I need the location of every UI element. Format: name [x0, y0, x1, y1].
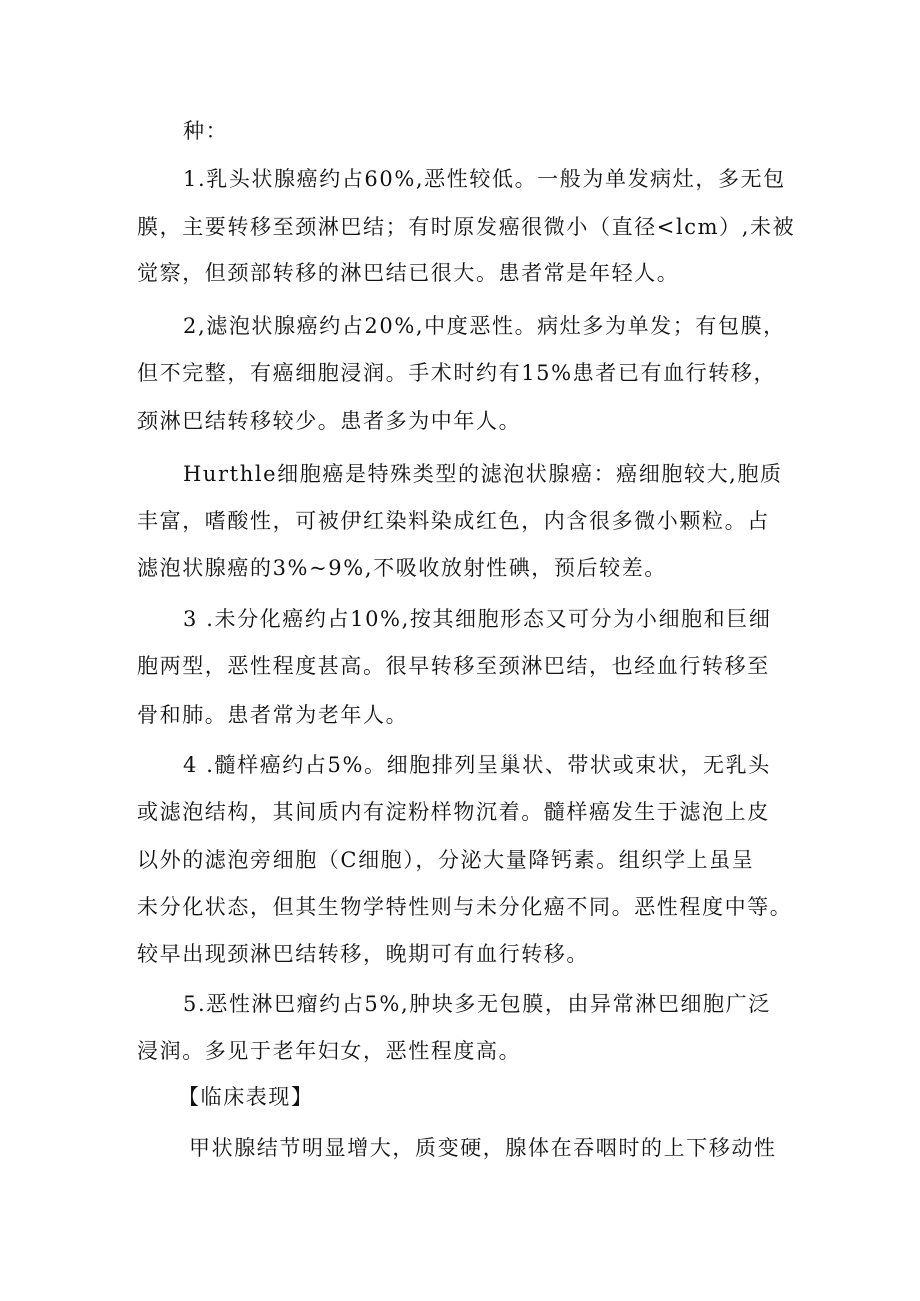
text-line: 种： — [183, 119, 229, 143]
text-line: Hurthle细胞癌是特殊类型的滤泡状腺癌：癌细胞较大,胞质 — [183, 462, 783, 486]
text-line: 2,滤泡状腺癌约占20%,中度恶性。病灶多为单发；有包膜， — [183, 314, 786, 338]
text-line: 膜，主要转移至颈淋巴结；有时原发癌很微小（直径<lcm）,未被 — [137, 215, 796, 239]
text-line: 甲状腺结节明显增大，质变硬，腺体在吞咽时的上下移动性 — [189, 1136, 777, 1160]
text-line: 浸润。多见于老年妇女，恶性程度高。 — [137, 1039, 522, 1063]
text-line: 滤泡状腺癌的3%~9%,不吸收放射性碘，预后较差。 — [137, 556, 667, 580]
text-line: 丰富，嗜酸性，可被伊红染料染成红色，内含很多微小颗粒。占 — [137, 509, 770, 533]
text-line: 颈淋巴结转移较少。患者多为中年人。 — [137, 409, 522, 433]
text-line: 5.恶性淋巴瘤约占5%,肿块多无包膜，由异常淋巴细胞广泛 — [183, 992, 771, 1016]
text-line: 觉察，但颈部转移的淋巴结已很大。患者常是年轻人。 — [137, 261, 680, 285]
text-line: 或滤泡结构，其间质内有淀粉样物沉着。髓样癌发生于滤泡上皮 — [137, 800, 770, 824]
section-heading: 【临床表现】 — [178, 1085, 314, 1109]
text-line: 以外的滤泡旁细胞（C细胞），分泌大量降钙素。组织学上虽呈 — [137, 848, 755, 872]
text-line: 胞两型，恶性程度甚高。很早转移至颈淋巴结，也经血行转移至 — [137, 654, 770, 678]
text-line: 较早出现颈淋巴结转移，晚期可有血行转移。 — [137, 942, 589, 966]
text-line: 骨和肺。患者常为老年人。 — [137, 703, 409, 727]
text-line: 4 .髓样癌约占5%。细胞排列呈巢状、带状或束状，无乳头 — [183, 753, 771, 777]
text-line: 1.乳头状腺癌约占60%,恶性较低。一般为单发病灶，多无包 — [183, 167, 786, 191]
text-line: 未分化状态，但其生物学特性则与未分化癌不同。恶性程度中等。 — [137, 895, 793, 919]
text-line: 但不完整，有癌细胞浸润。手术时约有15%患者已有血行转移， — [137, 361, 777, 385]
text-line: 3 .未分化癌约占10%,按其细胞形态又可分为小细胞和巨细 — [183, 607, 772, 631]
